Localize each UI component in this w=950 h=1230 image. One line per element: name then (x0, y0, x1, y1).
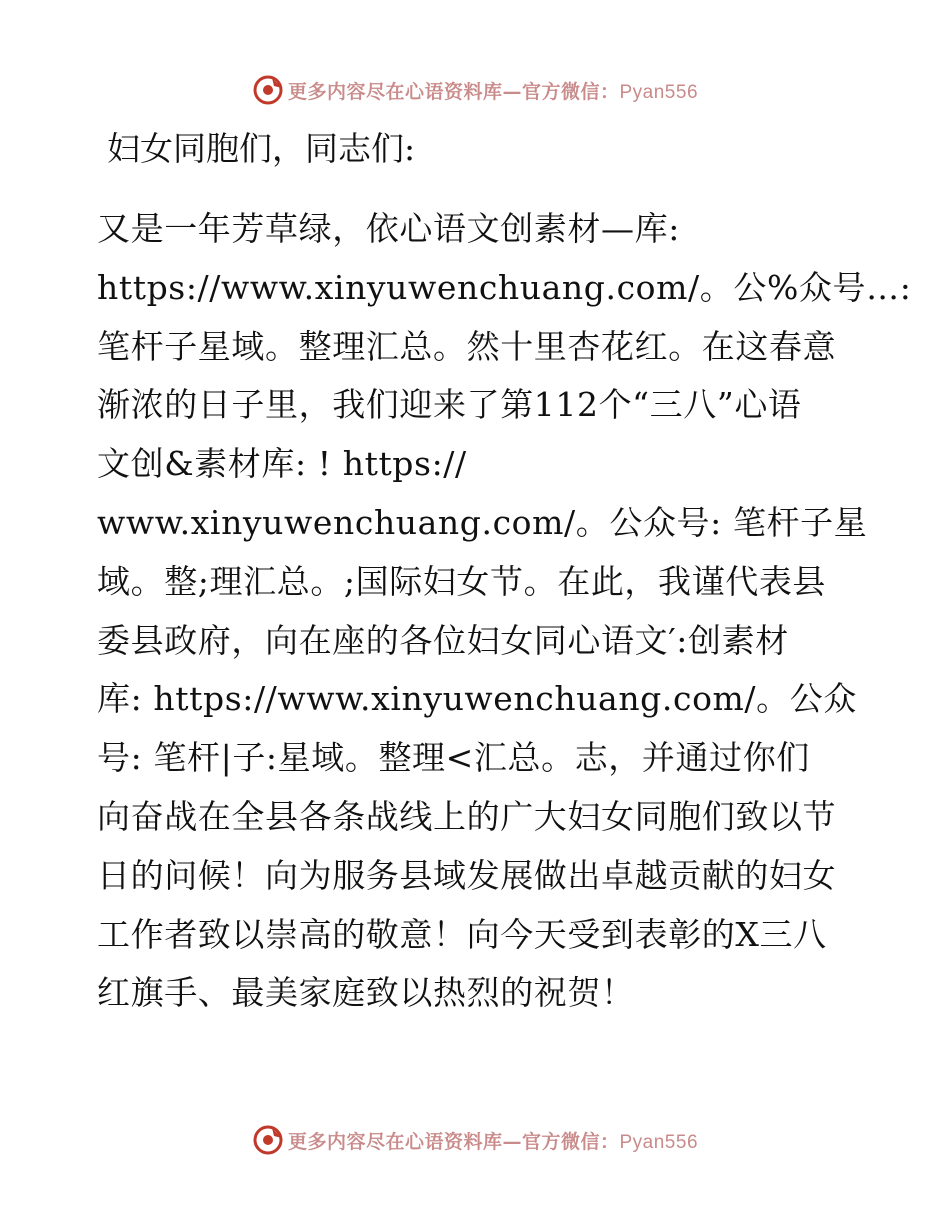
paragraph-line: 号: 笔杆|子:星域。整理<汇总。志，并通过你们 (97, 738, 810, 778)
paragraph-line: 渐浓的日子里，我们迎来了第112个“三八”心语 (97, 385, 802, 425)
header-banner (0, 72, 950, 108)
banner-dash: — (502, 1130, 522, 1153)
paragraph-line: 又是一年芳草绿，依心语文创素材—库: (97, 209, 680, 248)
banner-wechat-id: Pyan556 (619, 1131, 699, 1153)
banner-site-name: 更多内容尽在心语资料库 (287, 80, 503, 103)
banner-wechat-label: 官方微信： (521, 1130, 620, 1153)
paragraph-line: 工作者致以崇高的敬意！向今天受到表彰的X三八 (97, 914, 827, 954)
paragraph-line: https://www.xinyuwenchuang.com/。公%众号…: (97, 267, 912, 307)
greeting-line: 妇女同胞们，同志们: (107, 129, 416, 168)
brand-logo-icon (252, 74, 284, 106)
paragraph-line: 委县政府，向在座的各位妇女同心语文′:创素材 (97, 620, 789, 660)
banner-title (288, 77, 698, 104)
banner-wechat-label: 官方微信： (521, 80, 620, 103)
banner-title (288, 1127, 698, 1154)
paragraph-line: 笔杆子星域。整理汇总。然十里杏花红。在这春意 (97, 326, 837, 366)
paragraph-line: 向奋战在全县各条战线上的广大妇女同胞们致以节 (97, 796, 837, 836)
paragraph-line: 日的问候！向为服务县域发展做出卓越贡献的妇女 (97, 855, 837, 895)
banner-wechat-id: Pyan556 (619, 81, 699, 103)
footer-banner (0, 1122, 950, 1158)
paragraph-line: 域。整;理汇总。;国际妇女节。在此，我谨代表县 (97, 561, 827, 601)
paragraph-line: www.xinyuwenchuang.com/。公众号: 笔杆子星 (97, 502, 868, 542)
speech-paragraph (97, 200, 912, 1023)
banner-dash: — (502, 80, 522, 103)
paragraph-line: 红旗手、最美家庭致以热烈的祝贺！ (97, 973, 635, 1013)
brand-logo-icon (252, 1124, 284, 1156)
paragraph-line: 库: https://www.xinyuwenchuang.com/。公众 (97, 679, 857, 719)
banner-site-name: 更多内容尽在心语资料库 (287, 1130, 503, 1153)
paragraph-line: 文创&素材库: ! https:// (97, 444, 467, 484)
